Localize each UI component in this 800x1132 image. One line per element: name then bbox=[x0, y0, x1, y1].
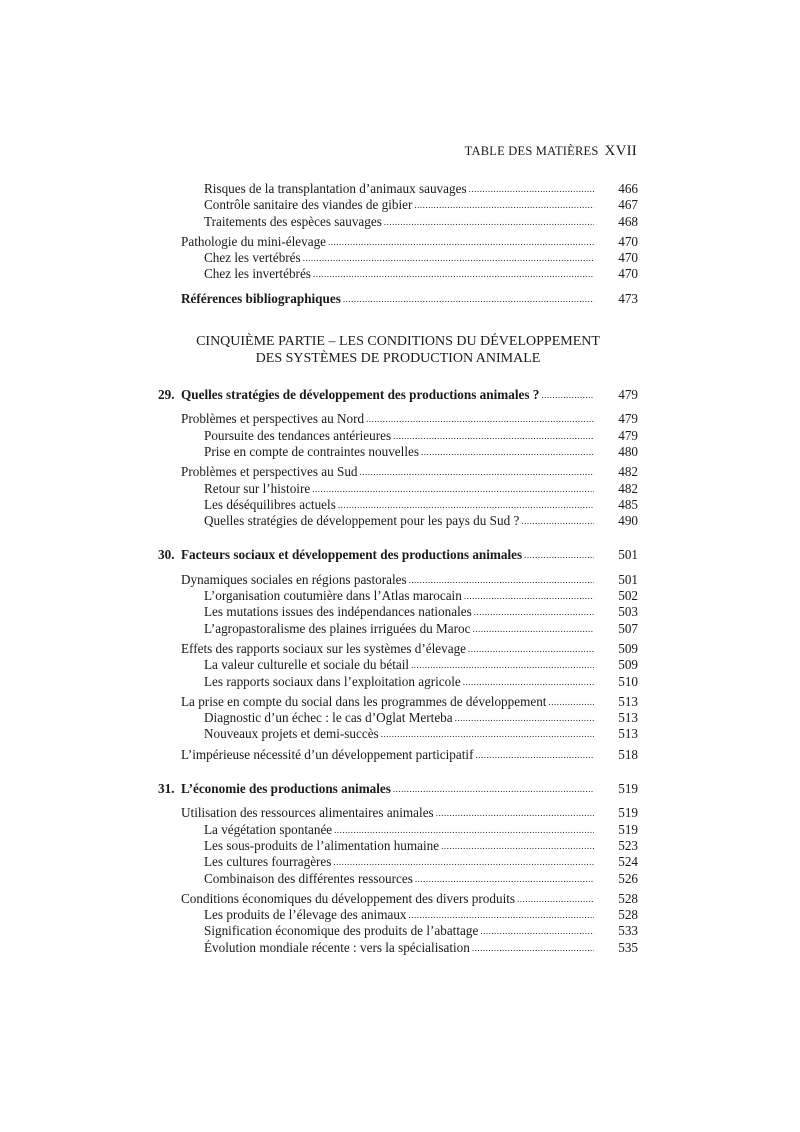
toc-entry[interactable]: Les sous-produits de l’alimentation humaine ..... 523 bbox=[158, 838, 638, 854]
toc-entry[interactable]: La végétation spontanée ..... 519 bbox=[158, 822, 638, 838]
toc-entry[interactable]: Retour sur l’histoire ..... 482 bbox=[158, 481, 638, 497]
toc-entry[interactable]: Les déséquilibres actuels ..... 485 bbox=[158, 497, 638, 513]
running-header bbox=[465, 143, 637, 160]
toc-entry[interactable]: Contrôle sanitaire des viandes de gibier ..... 467 bbox=[158, 197, 638, 213]
toc-entry[interactable]: Prise en compte de contraintes nouvelles ..... 480 bbox=[158, 444, 638, 460]
toc-chapter-30[interactable]: 30. Facteurs sociaux et développement des productions animales ..... 501 bbox=[158, 547, 638, 563]
toc-entry[interactable]: Les mutations issues des indépendances nationales ..... 503 bbox=[158, 604, 638, 620]
toc-chapter-29[interactable]: 29. Quelles stratégies de développement des productions animales ? ..... 479 bbox=[158, 387, 638, 403]
header-page-number: XVII bbox=[604, 143, 637, 159]
toc-entry[interactable]: Évolution mondiale récente : vers la spécialisation ..... 535 bbox=[158, 940, 638, 956]
toc-entry[interactable]: Signification économique des produits de l’abattage ..... 533 bbox=[158, 923, 638, 939]
toc-entry[interactable]: Traitements des espèces sauvages ..... 468 bbox=[158, 214, 638, 230]
toc-entry[interactable]: Combinaison des différentes ressources ..... 526 bbox=[158, 871, 638, 887]
toc-entry[interactable]: Chez les vertébrés ..... 470 bbox=[158, 250, 638, 266]
toc-entry[interactable]: Les produits de l’élevage des animaux ..... 528 bbox=[158, 907, 638, 923]
toc-section[interactable]: L’impérieuse nécessité d’un développement participatif ..... 518 bbox=[158, 747, 638, 763]
toc-entry[interactable]: Nouveaux projets et demi-succès ..... 513 bbox=[158, 726, 638, 742]
part-title-line-1: CINQUIÈME PARTIE – LES CONDITIONS DU DÉVELOPPEMENT bbox=[196, 334, 600, 350]
toc-section[interactable]: Pathologie du mini-élevage ..... 470 bbox=[158, 234, 638, 250]
toc-section[interactable]: Utilisation des ressources alimentaires animales ..... 519 bbox=[158, 805, 638, 821]
toc-entry[interactable]: La valeur culturelle et sociale du bétail ..... 509 bbox=[158, 657, 638, 673]
toc-entry[interactable]: Les cultures fourragères ..... 524 bbox=[158, 854, 638, 870]
toc-references[interactable]: Références bibliographiques ..... 473 bbox=[158, 291, 638, 307]
part-title-line-2: DES SYSTÈMES DE PRODUCTION ANIMALE bbox=[255, 351, 541, 367]
toc-section[interactable]: La prise en compte du social dans les programmes de développement ..... 513 bbox=[158, 694, 638, 710]
header-label: TABLE DES MATIÈRES bbox=[464, 144, 599, 158]
toc-section[interactable]: Dynamiques sociales en régions pastorales ..... 501 bbox=[158, 572, 638, 588]
toc-section[interactable]: Effets des rapports sociaux sur les systèmes d’élevage ..... 509 bbox=[158, 641, 638, 657]
toc-entry[interactable]: Les rapports sociaux dans l’exploitation agricole ..... 510 bbox=[158, 674, 638, 690]
toc-section[interactable]: Conditions économiques du développement des divers produits ..... 528 bbox=[158, 891, 638, 907]
toc-section[interactable]: Problèmes et perspectives au Sud ..... 482 bbox=[158, 464, 638, 480]
toc-entry[interactable]: Poursuite des tendances antérieures ..... 479 bbox=[158, 428, 638, 444]
toc-entry[interactable]: Risques de la transplantation d’animaux sauvages ..... 466 bbox=[158, 181, 638, 197]
table-of-contents bbox=[158, 181, 638, 956]
toc-chapter-31[interactable]: 31. L’économie des productions animales ..... 519 bbox=[158, 781, 638, 797]
toc-entry[interactable]: Diagnostic d’un échec : le cas d’Oglat Merteba ..... 513 bbox=[158, 710, 638, 726]
part-title bbox=[158, 333, 638, 367]
toc-entry[interactable]: Chez les invertébrés ..... 470 bbox=[158, 266, 638, 282]
toc-entry[interactable]: Quelles stratégies de développement pour les pays du Sud ? ..... 490 bbox=[158, 513, 638, 529]
toc-section[interactable]: Problèmes et perspectives au Nord ..... 479 bbox=[158, 411, 638, 427]
toc-entry[interactable]: L’agropastoralisme des plaines irriguées du Maroc ..... 507 bbox=[158, 621, 638, 637]
toc-entry[interactable]: L’organisation coutumière dans l’Atlas marocain ..... 502 bbox=[158, 588, 638, 604]
